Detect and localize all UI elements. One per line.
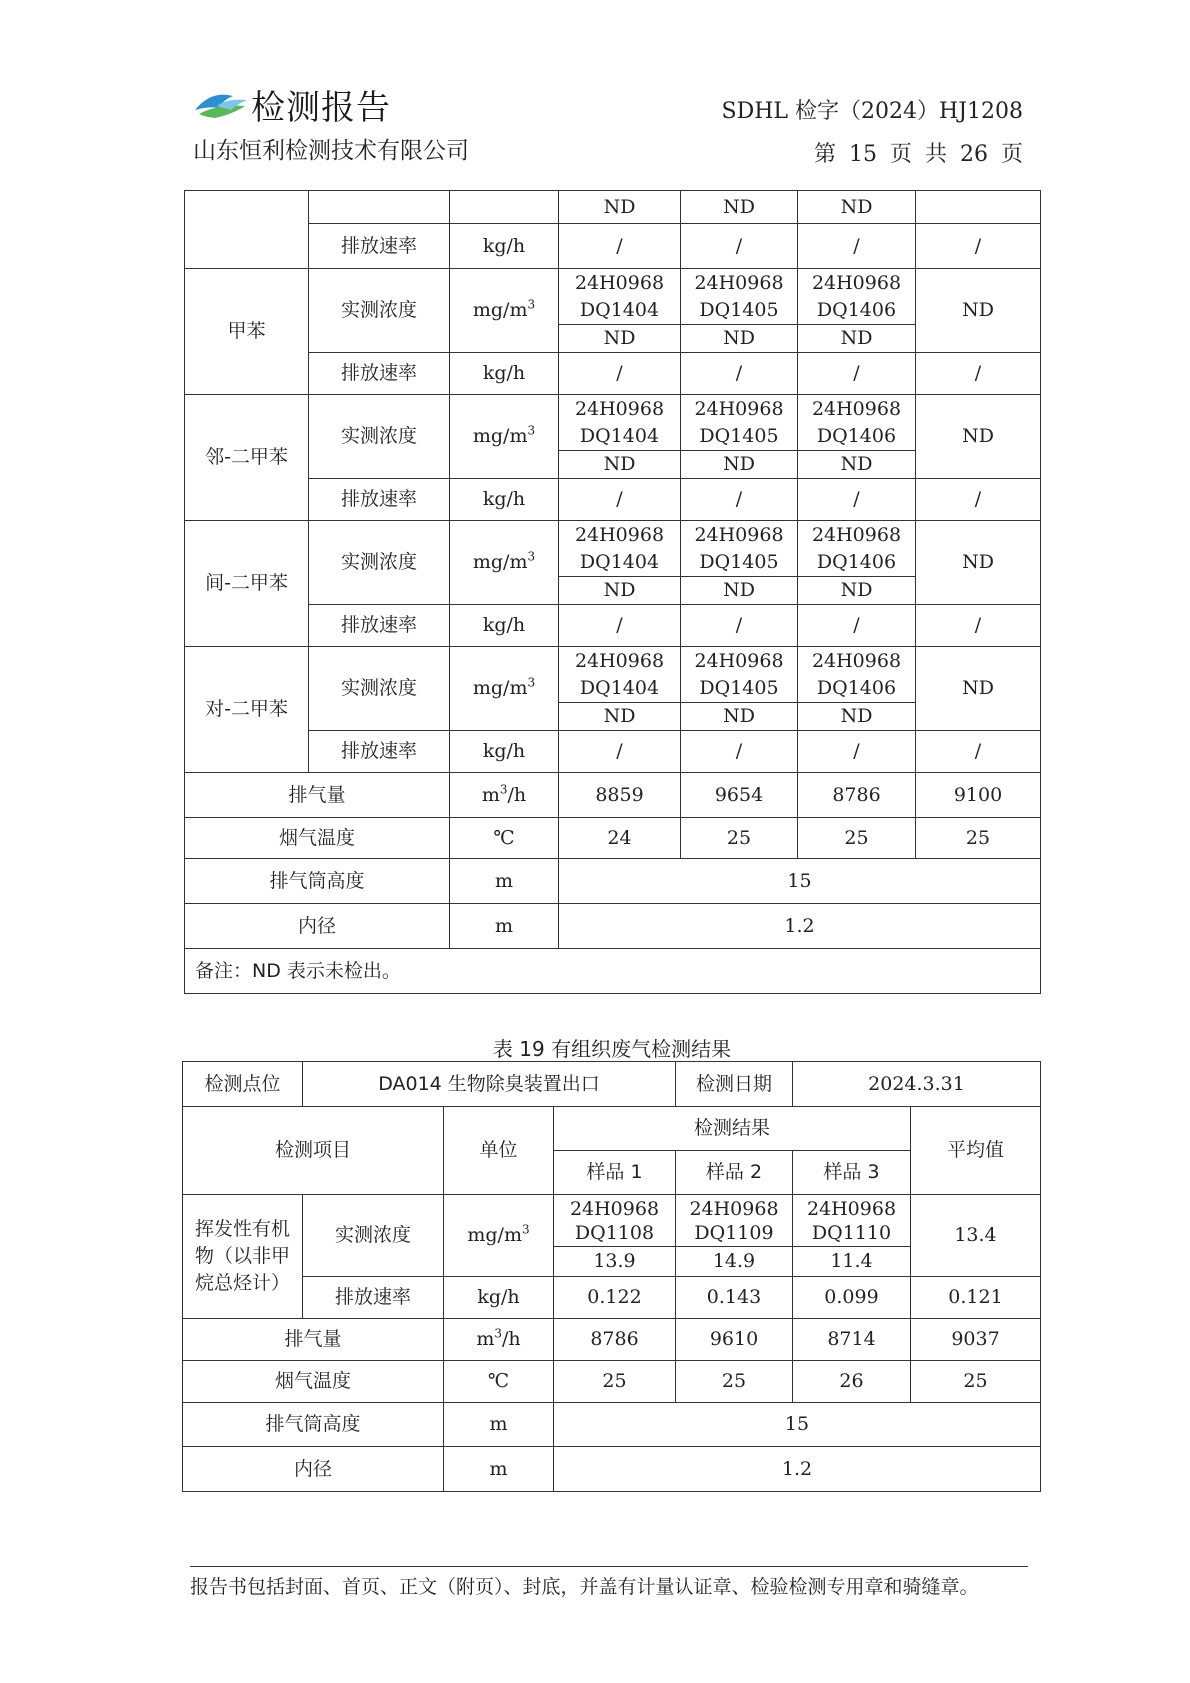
table-row bbox=[185, 224, 1041, 269]
unit-header: 单位 bbox=[444, 1107, 554, 1195]
item-name: 邻-二甲苯 bbox=[185, 395, 309, 521]
sample-code: 24H0968 DQ1406 bbox=[798, 521, 916, 577]
table-row bbox=[183, 1107, 1041, 1151]
diameter-value: 1.2 bbox=[554, 1447, 1041, 1492]
carry-value: ND bbox=[798, 191, 916, 224]
table-row bbox=[185, 269, 1041, 325]
conc-value: 13.9 bbox=[554, 1247, 676, 1277]
rate-value: / bbox=[798, 731, 916, 773]
sample-code: 24H0968 DQ1404 bbox=[559, 521, 681, 577]
conc-value: ND bbox=[681, 577, 798, 605]
company-logo-icon bbox=[193, 84, 249, 124]
conc-value: ND bbox=[798, 703, 916, 731]
average-value: ND bbox=[916, 647, 1041, 731]
sample-code: 24H0968 DQ1404 bbox=[559, 269, 681, 325]
rate-label: 排放速率 bbox=[309, 605, 450, 647]
table-row bbox=[185, 191, 1041, 224]
exhaust-label: 排气量 bbox=[185, 773, 450, 818]
item-name: 对-二甲苯 bbox=[185, 647, 309, 773]
rate-unit: kg/h bbox=[450, 224, 559, 269]
conc-value: ND bbox=[681, 703, 798, 731]
conc-value: ND bbox=[681, 325, 798, 353]
rate-label: 排放速率 bbox=[303, 1277, 444, 1319]
table-row bbox=[185, 773, 1041, 818]
exhaust-value: 8786 bbox=[554, 1319, 676, 1361]
rate-unit: kg/h bbox=[450, 731, 559, 773]
sample-header: 样品 2 bbox=[676, 1151, 793, 1195]
conc-label: 实测浓度 bbox=[309, 647, 450, 731]
rate-label: 排放速率 bbox=[309, 731, 450, 773]
conc-value: ND bbox=[798, 325, 916, 353]
rate-unit: kg/h bbox=[444, 1277, 554, 1319]
temp-value: 26 bbox=[793, 1361, 911, 1403]
conc-label: 实测浓度 bbox=[309, 269, 450, 353]
sample-header: 样品 1 bbox=[554, 1151, 676, 1195]
conc-value: ND bbox=[559, 325, 681, 353]
results-table-19 bbox=[182, 1061, 1041, 1492]
conc-value: ND bbox=[681, 451, 798, 479]
height-value: 15 bbox=[559, 859, 1041, 904]
temp-value: 25 bbox=[916, 818, 1041, 859]
exhaust-value: 9610 bbox=[676, 1319, 793, 1361]
diameter-label: 内径 bbox=[185, 904, 450, 949]
conc-value: 14.9 bbox=[676, 1247, 793, 1277]
diameter-value: 1.2 bbox=[559, 904, 1041, 949]
temp-value: 25 bbox=[798, 818, 916, 859]
point-value: DA014 生物除臭装置出口 bbox=[303, 1062, 676, 1107]
date-value: 2024.3.31 bbox=[793, 1062, 1041, 1107]
table-row bbox=[185, 818, 1041, 859]
rate-value: / bbox=[681, 353, 798, 395]
sample-code: 24H0968 DQ1406 bbox=[798, 269, 916, 325]
point-label: 检测点位 bbox=[183, 1062, 303, 1107]
rate-value: / bbox=[681, 605, 798, 647]
exhaust-value: 9654 bbox=[681, 773, 798, 818]
table-row bbox=[185, 605, 1041, 647]
rate-unit: kg/h bbox=[450, 353, 559, 395]
temp-value: 25 bbox=[676, 1361, 793, 1403]
rate-unit: kg/h bbox=[450, 479, 559, 521]
table-row bbox=[185, 647, 1041, 703]
footer-divider bbox=[190, 1566, 1028, 1567]
rate-unit: kg/h bbox=[450, 605, 559, 647]
sample-code: 24H0968 DQ1405 bbox=[681, 521, 798, 577]
average-value: 13.4 bbox=[911, 1195, 1041, 1277]
height-unit: m bbox=[444, 1403, 554, 1447]
table-row bbox=[185, 395, 1041, 451]
rate-value: / bbox=[916, 224, 1041, 269]
rate-value: / bbox=[798, 605, 916, 647]
sample-code: 24H0968 DQ1404 bbox=[559, 647, 681, 703]
sample-code: 24H0968 DQ1405 bbox=[681, 395, 798, 451]
sample-code: 24H0968 DQ1109 bbox=[676, 1195, 793, 1247]
average-value: ND bbox=[916, 395, 1041, 479]
carry-value: ND bbox=[681, 191, 798, 224]
rate-value: / bbox=[681, 731, 798, 773]
carry-value: ND bbox=[559, 191, 681, 224]
exhaust-value: 9100 bbox=[916, 773, 1041, 818]
table-row bbox=[185, 904, 1041, 949]
sample-code: 24H0968 DQ1404 bbox=[559, 395, 681, 451]
item-name: 挥发性有机物（以非甲烷总烃计） bbox=[183, 1195, 303, 1319]
table-row bbox=[185, 521, 1041, 577]
table-row bbox=[185, 949, 1041, 994]
exhaust-value: 9037 bbox=[911, 1319, 1041, 1361]
temp-label: 烟气温度 bbox=[183, 1361, 444, 1403]
logo-row bbox=[193, 80, 469, 128]
rate-value: / bbox=[559, 731, 681, 773]
average-value: ND bbox=[916, 521, 1041, 605]
sample-code: 24H0968 DQ1406 bbox=[798, 647, 916, 703]
conc-value: 11.4 bbox=[793, 1247, 911, 1277]
diameter-unit: m bbox=[444, 1447, 554, 1492]
item-name: 间-二甲苯 bbox=[185, 521, 309, 647]
rate-label: 排放速率 bbox=[309, 353, 450, 395]
average-value: ND bbox=[916, 269, 1041, 353]
rate-value: / bbox=[559, 479, 681, 521]
exhaust-unit: $m^3/h$ bbox=[450, 773, 559, 818]
table-row bbox=[185, 479, 1041, 521]
diameter-unit: m bbox=[450, 904, 559, 949]
rate-value: / bbox=[559, 353, 681, 395]
conc-value: ND bbox=[798, 577, 916, 605]
temp-unit: ℃ bbox=[450, 818, 559, 859]
rate-value: 0.121 bbox=[911, 1277, 1041, 1319]
rate-label: 排放速率 bbox=[309, 479, 450, 521]
conc-unit: $mg/m^3$ bbox=[450, 521, 559, 605]
conc-value: ND bbox=[559, 577, 681, 605]
date-label: 检测日期 bbox=[676, 1062, 793, 1107]
rate-value: / bbox=[916, 479, 1041, 521]
exhaust-unit: $m^3/h$ bbox=[444, 1319, 554, 1361]
conc-label: 实测浓度 bbox=[303, 1195, 444, 1277]
conc-unit: $mg/m^3$ bbox=[450, 269, 559, 353]
sample-code: 24H0968 DQ1406 bbox=[798, 395, 916, 451]
rate-value: / bbox=[559, 224, 681, 269]
height-label: 排气筒高度 bbox=[183, 1403, 444, 1447]
rate-value: / bbox=[798, 353, 916, 395]
exhaust-label: 排气量 bbox=[183, 1319, 444, 1361]
table-row bbox=[183, 1319, 1041, 1361]
conc-value: ND bbox=[798, 451, 916, 479]
table-row bbox=[183, 1403, 1041, 1447]
height-unit: m bbox=[450, 859, 559, 904]
sample-code: 24H0968 DQ1405 bbox=[681, 269, 798, 325]
rate-value: / bbox=[559, 605, 681, 647]
conc-unit: $mg/m^3$ bbox=[450, 647, 559, 731]
sample-code: 24H0968 DQ1108 bbox=[554, 1195, 676, 1247]
exhaust-value: 8786 bbox=[798, 773, 916, 818]
table-row bbox=[183, 1062, 1041, 1107]
rate-value: 0.143 bbox=[676, 1277, 793, 1319]
height-label: 排气筒高度 bbox=[185, 859, 450, 904]
rate-value: / bbox=[916, 731, 1041, 773]
temp-value: 25 bbox=[554, 1361, 676, 1403]
item-name: 甲苯 bbox=[185, 269, 309, 395]
conc-label: 实测浓度 bbox=[309, 521, 450, 605]
rate-value: / bbox=[916, 353, 1041, 395]
footer-text: 报告书包括封面、首页、正文（附页）、封底，并盖有计量认证章、检验检测专用章和骑缝章。 bbox=[190, 1576, 979, 1598]
conc-unit: $mg/m^3$ bbox=[450, 395, 559, 479]
sample-code: 24H0968 DQ1110 bbox=[793, 1195, 911, 1247]
rate-value: 0.122 bbox=[554, 1277, 676, 1319]
table-row bbox=[185, 859, 1041, 904]
rate-label: 排放速率 bbox=[309, 224, 450, 269]
rate-value: / bbox=[798, 479, 916, 521]
temp-value: 25 bbox=[911, 1361, 1041, 1403]
table-row bbox=[183, 1447, 1041, 1492]
table-caption: 表 19 有组织废气检测结果 bbox=[492, 1037, 732, 1061]
temp-value: 24 bbox=[559, 818, 681, 859]
diameter-label: 内径 bbox=[183, 1447, 444, 1492]
table-row bbox=[185, 731, 1041, 773]
sample-header: 样品 3 bbox=[793, 1151, 911, 1195]
rate-value: / bbox=[681, 479, 798, 521]
average-header: 平均值 bbox=[911, 1107, 1041, 1195]
sample-code: 24H0968 DQ1405 bbox=[681, 647, 798, 703]
result-header: 检测结果 bbox=[554, 1107, 911, 1151]
conc-value: ND bbox=[559, 703, 681, 731]
rate-value: / bbox=[798, 224, 916, 269]
conc-value: ND bbox=[559, 451, 681, 479]
page-number: 第 15 页 共 26 页 bbox=[814, 142, 1023, 167]
company-name: 山东恒利检测技术有限公司 bbox=[193, 138, 469, 164]
temp-unit: ℃ bbox=[444, 1361, 554, 1403]
table-row bbox=[185, 353, 1041, 395]
results-table-continued bbox=[184, 190, 1041, 994]
header-left bbox=[193, 80, 469, 165]
rate-value: / bbox=[681, 224, 798, 269]
table-row bbox=[183, 1195, 1041, 1247]
temp-value: 25 bbox=[681, 818, 798, 859]
exhaust-value: 8714 bbox=[793, 1319, 911, 1361]
table-row bbox=[183, 1277, 1041, 1319]
rate-value: / bbox=[916, 605, 1041, 647]
height-value: 15 bbox=[554, 1403, 1041, 1447]
rate-value: 0.099 bbox=[793, 1277, 911, 1319]
header-right bbox=[722, 94, 1023, 168]
table-note: 备注：ND 表示未检出。 bbox=[185, 949, 1041, 994]
report-title: 检测报告 bbox=[251, 87, 391, 128]
conc-label: 实测浓度 bbox=[309, 395, 450, 479]
exhaust-value: 8859 bbox=[559, 773, 681, 818]
item-header: 检测项目 bbox=[183, 1107, 444, 1195]
temp-label: 烟气温度 bbox=[185, 818, 450, 859]
table-row bbox=[183, 1361, 1041, 1403]
conc-unit: $mg/m^3$ bbox=[444, 1195, 554, 1277]
report-number: SDHL 检字（2024）HJ1208 bbox=[721, 99, 1023, 124]
